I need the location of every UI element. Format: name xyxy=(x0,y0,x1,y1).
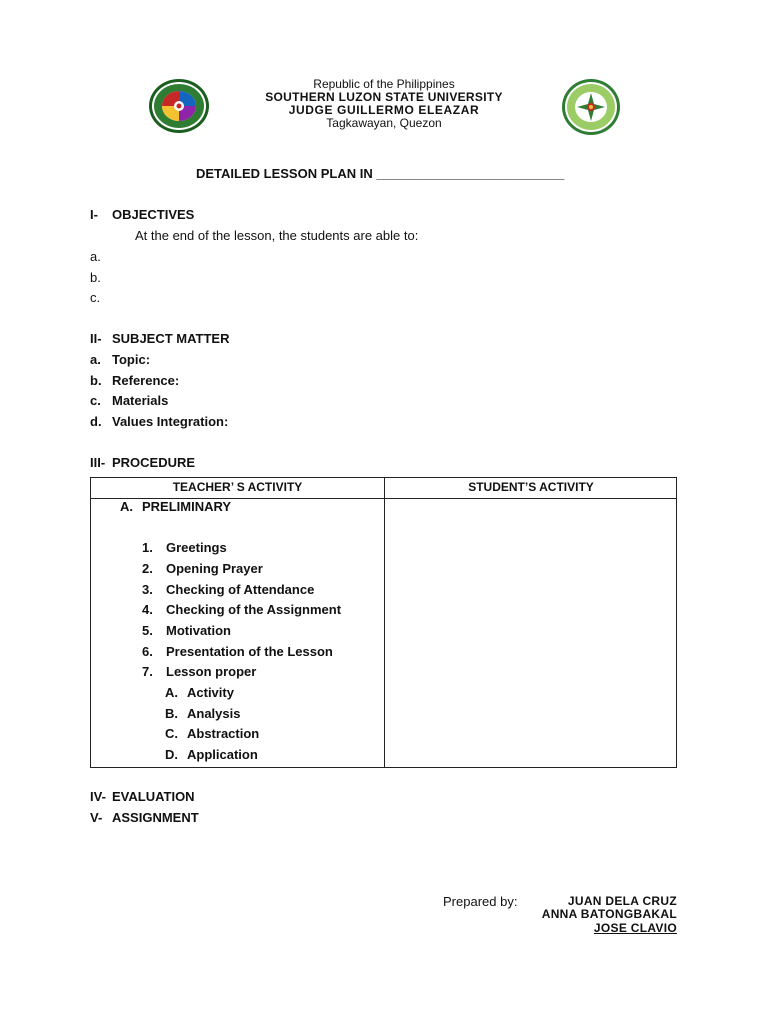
subject-item-topic xyxy=(90,352,150,367)
objectives-number: I- xyxy=(90,207,98,222)
subject-matter-title: SUBJECT MATTER xyxy=(112,331,230,346)
step-label: Motivation xyxy=(166,623,231,638)
objective-item-b: b. xyxy=(90,270,101,285)
step-label: Greetings xyxy=(166,540,227,555)
subject-item-letter: a. xyxy=(90,352,101,367)
objectives-intro: At the end of the lesson, the students are able to: xyxy=(135,228,419,243)
assignment-number: V- xyxy=(90,810,103,825)
objectives-title: OBJECTIVES xyxy=(112,207,195,222)
procedure-table xyxy=(90,477,677,768)
procedure-title: PROCEDURE xyxy=(112,455,196,470)
preparer-name-1: JUAN DELA CRUZ xyxy=(567,894,677,908)
step-label: Checking of the Assignment xyxy=(166,602,342,617)
procedure-number: III- xyxy=(90,455,106,470)
step-number: 6. xyxy=(142,644,153,659)
lesson-part-label: Activity xyxy=(187,685,234,700)
step-number: 7. xyxy=(142,664,153,679)
evaluation-heading xyxy=(90,789,195,804)
subject-item-label: Materials xyxy=(112,393,169,408)
objective-item-a: a. xyxy=(90,249,101,264)
step-greetings xyxy=(142,540,227,555)
teacher-activity-header: TEACHER’ S ACTIVITY xyxy=(172,480,303,494)
step-label: Lesson proper xyxy=(166,664,257,679)
lesson-part-letter: D. xyxy=(165,747,178,762)
preparer-name-2: ANNA BATONGBAKAL xyxy=(541,907,677,921)
subject-item-label: Reference: xyxy=(112,373,180,388)
subject-item-values xyxy=(90,414,228,429)
subject-item-letter: c. xyxy=(90,393,101,408)
prepared-by-label: Prepared by: xyxy=(443,894,518,909)
preliminary-heading xyxy=(120,499,231,514)
header-republic: Republic of the Philippines xyxy=(313,77,455,91)
step-number: 5. xyxy=(142,623,153,638)
objectives-heading xyxy=(90,207,194,222)
lesson-part-letter: B. xyxy=(165,706,178,721)
lesson-part-label: Abstraction xyxy=(187,726,260,741)
subject-item-letter: d. xyxy=(90,414,102,429)
subject-item-reference xyxy=(90,373,179,388)
step-number: 1. xyxy=(142,540,153,555)
subject-item-label: Topic: xyxy=(112,352,151,367)
step-label: Opening Prayer xyxy=(166,561,263,576)
step-opening-prayer xyxy=(142,561,263,576)
lesson-part-label: Analysis xyxy=(187,706,241,721)
document-header xyxy=(200,78,568,130)
student-activity-header: STUDENT’S ACTIVITY xyxy=(468,480,594,494)
step-lesson-proper xyxy=(142,664,256,679)
subject-item-materials xyxy=(90,393,168,408)
step-assignment-check xyxy=(142,602,341,617)
preliminary-label: PRELIMINARY xyxy=(142,499,232,514)
lesson-part-letter: A. xyxy=(165,685,178,700)
lesson-plan-title: DETAILED LESSON PLAN IN __________________________ xyxy=(196,166,565,181)
lesson-part-analysis xyxy=(165,706,240,721)
step-label: Presentation of the Lesson xyxy=(166,644,333,659)
evaluation-title: EVALUATION xyxy=(112,789,195,804)
subject-item-letter: b. xyxy=(90,373,102,388)
step-motivation xyxy=(142,623,231,638)
procedure-heading xyxy=(90,455,195,470)
preparer-name-3: JOSE CLAVIO xyxy=(593,921,677,935)
step-presentation xyxy=(142,644,333,659)
subject-matter-heading xyxy=(90,331,229,346)
header-location: Tagkawayan, Quezon xyxy=(326,116,442,130)
lesson-part-application xyxy=(165,747,258,762)
header-campus: JUDGE GUILLERMO ELEAZAR xyxy=(288,103,480,117)
lesson-part-letter: C. xyxy=(165,726,178,741)
step-number: 3. xyxy=(142,582,153,597)
assignment-title: ASSIGNMENT xyxy=(112,810,199,825)
subject-item-label: Values Integration: xyxy=(112,414,229,429)
table-column-divider xyxy=(384,478,385,767)
step-number: 4. xyxy=(142,602,153,617)
step-label: Checking of Attendance xyxy=(166,582,315,597)
lesson-part-label: Application xyxy=(187,747,258,762)
subject-matter-number: II- xyxy=(90,331,102,346)
objective-item-c: c. xyxy=(90,290,101,305)
lesson-part-activity xyxy=(165,685,234,700)
step-attendance xyxy=(142,582,314,597)
campus-seal-logo xyxy=(561,78,621,136)
assignment-heading xyxy=(90,810,199,825)
preliminary-letter: A. xyxy=(120,499,133,514)
header-university: SOUTHERN LUZON STATE UNIVERSITY xyxy=(265,90,503,104)
evaluation-number: IV- xyxy=(90,789,106,804)
lesson-part-abstraction xyxy=(165,726,259,741)
step-number: 2. xyxy=(142,561,153,576)
